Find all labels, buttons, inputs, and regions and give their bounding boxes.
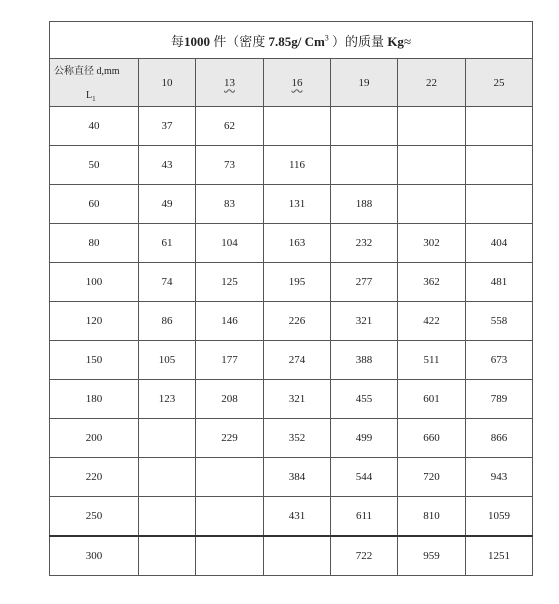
mass-cell: 83 bbox=[196, 185, 264, 224]
row-length-cell: 200 bbox=[50, 419, 139, 458]
mass-cell: 558 bbox=[466, 302, 533, 341]
mass-cell: 116 bbox=[264, 146, 331, 185]
mass-cell bbox=[196, 458, 264, 497]
table-row bbox=[50, 497, 533, 537]
mass-cell: 37 bbox=[139, 107, 196, 146]
mass-cell: 163 bbox=[264, 224, 331, 263]
mass-cell bbox=[196, 536, 264, 576]
column-header-label: 19 bbox=[358, 76, 370, 89]
column-header-label: 22 bbox=[426, 76, 437, 89]
table-row bbox=[50, 146, 533, 185]
title-mid2: ）的质量 bbox=[328, 33, 388, 49]
header-row bbox=[50, 59, 533, 107]
mass-cell: 352 bbox=[264, 419, 331, 458]
mass-cell: 73 bbox=[196, 146, 264, 185]
column-header-label: 13 bbox=[224, 76, 235, 89]
table-row bbox=[50, 185, 533, 224]
mass-cell: 302 bbox=[398, 224, 466, 263]
corner-top-label: 公称直径 d,mm bbox=[54, 66, 120, 77]
column-header-label: 16 bbox=[291, 76, 303, 89]
table-row bbox=[50, 341, 533, 380]
column-header bbox=[264, 59, 331, 107]
mass-cell bbox=[196, 497, 264, 537]
title-density: 7.85g/ Cm bbox=[268, 33, 325, 49]
mass-cell: 384 bbox=[264, 458, 331, 497]
title-suffix: ≈ bbox=[403, 33, 412, 49]
mass-cell: 146 bbox=[196, 302, 264, 341]
mass-cell: 673 bbox=[466, 341, 533, 380]
row-length-cell: 120 bbox=[50, 302, 139, 341]
mass-cell: 86 bbox=[139, 302, 196, 341]
mass-cell: 74 bbox=[139, 263, 196, 302]
table-title bbox=[50, 22, 533, 59]
corner-header bbox=[50, 59, 139, 107]
table-row bbox=[50, 302, 533, 341]
mass-cell bbox=[139, 497, 196, 537]
row-length-cell: 80 bbox=[50, 224, 139, 263]
title-exp: 3 bbox=[324, 33, 329, 43]
row-length-cell: 180 bbox=[50, 380, 139, 419]
mass-cell bbox=[398, 107, 466, 146]
mass-cell: 959 bbox=[398, 536, 466, 576]
mass-cell: 274 bbox=[264, 341, 331, 380]
mass-cell: 481 bbox=[466, 263, 533, 302]
row-length-cell: 40 bbox=[50, 107, 139, 146]
mass-cell bbox=[331, 107, 398, 146]
mass-cell: 229 bbox=[196, 419, 264, 458]
column-header bbox=[331, 59, 398, 107]
mass-cell: 388 bbox=[331, 341, 398, 380]
mass-cell: 188 bbox=[331, 185, 398, 224]
mass-cell: 455 bbox=[331, 380, 398, 419]
mass-cell: 1059 bbox=[466, 497, 533, 537]
mass-cell: 105 bbox=[139, 341, 196, 380]
mass-table bbox=[49, 21, 533, 576]
mass-cell: 544 bbox=[331, 458, 398, 497]
mass-cell: 511 bbox=[398, 341, 466, 380]
mass-cell: 722 bbox=[331, 536, 398, 576]
mass-cell: 321 bbox=[331, 302, 398, 341]
table-row bbox=[50, 419, 533, 458]
mass-cell: 499 bbox=[331, 419, 398, 458]
mass-cell: 660 bbox=[398, 419, 466, 458]
mass-cell: 123 bbox=[139, 380, 196, 419]
column-header bbox=[139, 59, 196, 107]
mass-cell bbox=[331, 146, 398, 185]
mass-cell bbox=[466, 107, 533, 146]
mass-cell bbox=[466, 146, 533, 185]
mass-cell: 601 bbox=[398, 380, 466, 419]
table-row bbox=[50, 536, 533, 576]
row-length-cell: 300 bbox=[50, 536, 139, 576]
mass-cell: 321 bbox=[264, 380, 331, 419]
mass-cell: 62 bbox=[196, 107, 264, 146]
mass-cell: 431 bbox=[264, 497, 331, 537]
mass-cell: 362 bbox=[398, 263, 466, 302]
mass-cell: 131 bbox=[264, 185, 331, 224]
column-header bbox=[466, 59, 533, 107]
column-header-label: 10 bbox=[161, 76, 173, 89]
mass-cell bbox=[139, 458, 196, 497]
corner-bottom-sub: 1 bbox=[92, 95, 96, 103]
mass-cell: 195 bbox=[264, 263, 331, 302]
mass-cell: 125 bbox=[196, 263, 264, 302]
mass-cell: 232 bbox=[331, 224, 398, 263]
mass-cell bbox=[398, 146, 466, 185]
row-length-cell: 250 bbox=[50, 497, 139, 537]
table-row bbox=[50, 107, 533, 146]
mass-cell: 943 bbox=[466, 458, 533, 497]
row-length-cell: 150 bbox=[50, 341, 139, 380]
mass-cell: 866 bbox=[466, 419, 533, 458]
table-row bbox=[50, 224, 533, 263]
mass-cell bbox=[264, 536, 331, 576]
mass-cell: 226 bbox=[264, 302, 331, 341]
mass-cell: 422 bbox=[398, 302, 466, 341]
mass-cell: 43 bbox=[139, 146, 196, 185]
mass-cell: 810 bbox=[398, 497, 466, 537]
mass-cell: 277 bbox=[331, 263, 398, 302]
table-body bbox=[50, 107, 533, 576]
row-length-cell: 60 bbox=[50, 185, 139, 224]
mass-cell: 611 bbox=[331, 497, 398, 537]
column-header bbox=[196, 59, 264, 107]
mass-cell: 61 bbox=[139, 224, 196, 263]
title-unit: Kg bbox=[387, 33, 404, 49]
title-qty: 1000 bbox=[183, 33, 210, 49]
corner-bottom-main: L bbox=[86, 90, 93, 101]
mass-cell: 49 bbox=[139, 185, 196, 224]
title-prefix: 每 bbox=[170, 33, 184, 49]
row-length-cell: 220 bbox=[50, 458, 139, 497]
mass-cell bbox=[139, 419, 196, 458]
mass-cell bbox=[398, 185, 466, 224]
mass-cell: 404 bbox=[466, 224, 533, 263]
row-length-cell: 50 bbox=[50, 146, 139, 185]
mass-cell bbox=[139, 536, 196, 576]
mass-cell: 177 bbox=[196, 341, 264, 380]
mass-cell: 104 bbox=[196, 224, 264, 263]
table-row bbox=[50, 380, 533, 419]
mass-cell bbox=[264, 107, 331, 146]
table-row bbox=[50, 458, 533, 497]
mass-cell: 208 bbox=[196, 380, 264, 419]
row-length-cell: 100 bbox=[50, 263, 139, 302]
corner-bottom-label bbox=[86, 90, 96, 103]
mass-cell: 720 bbox=[398, 458, 466, 497]
mass-cell: 1251 bbox=[466, 536, 533, 576]
table-row bbox=[50, 263, 533, 302]
column-header bbox=[398, 59, 466, 107]
title-mid1: 件（密度 bbox=[209, 33, 269, 49]
mass-cell: 789 bbox=[466, 380, 533, 419]
column-header-label: 25 bbox=[493, 76, 505, 89]
mass-cell bbox=[466, 185, 533, 224]
